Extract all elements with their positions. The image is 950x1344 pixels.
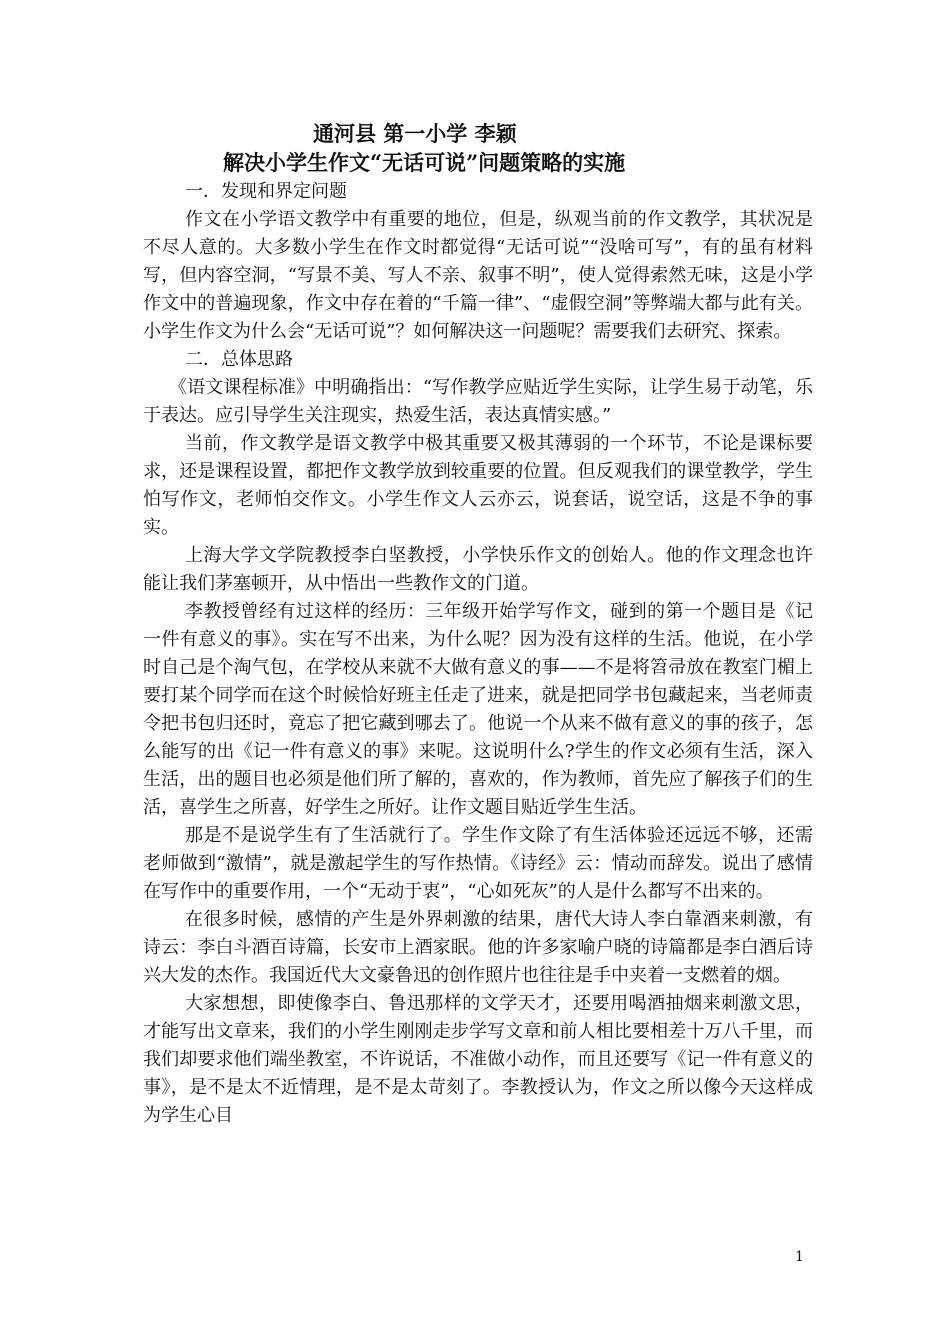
page-number: 1	[795, 1249, 804, 1265]
paragraph: 那是不是说学生有了生活就行了。学生作文除了有生活体验还远远不够，还需老师做到“激情”，就是激起学生的写作热情。《诗经》云：情动而辞发。说出了感情在写作中的重要作用，一个“无动于衷”，“心如死灰”的人是什么都写不出来的。	[143, 825, 813, 902]
paragraph: 当前，作文教学是语文教学中极其重要又极其薄弱的一个环节，不论是课标要求，还是课程设置，都把作文教学放到较重要的位置。但反观我们的课堂教学，学生怕写作文，老师怕交作文。小学生作文人云亦云，说套话，说空话，这是不争的事实。	[143, 433, 813, 538]
document-body	[143, 120, 813, 1130]
quote-paragraph: 《语文课程标准》中明确指出：“写作教学应贴近学生实际，让学生易于动笔，乐于表达。应引导学生关注现实，热爱生活，表达真情实感。”	[143, 377, 813, 426]
section-heading-2: 二．总体思路	[185, 349, 293, 370]
author-line: 通河县 第一小学 李颖	[313, 121, 517, 146]
paragraph: 在很多时候，感情的产生是外界刺激的结果，唐代大诗人李白靠酒来刺激，有诗云：李白斗酒百诗篇，长安市上酒家眠。他的许多家喻户晓的诗篇都是李白酒后诗兴大发的杰作。我国近代大文豪鲁迅的创作照片也往往是手中夹着一支燃着的烟。	[143, 909, 813, 986]
paragraph: 作文在小学语文教学中有重要的地位，但是，纵观当前的作文教学，其状况是不尽人意的。大多数小学生在作文时都觉得“无话可说”“没啥可写”，有的虽有材料写，但内容空洞，“写景不美、写人不亲、叙事不明”，使人觉得索然无味，这是小学作文中的普遍现象，作文中存在着的“千篇一律”、“虚假空洞”等弊端大都与此有关。小学生作文为什么会“无话可说”？如何解决这一问题呢？需要我们去研究、探索。	[143, 209, 813, 342]
paragraph: 上海大学文学院教授李白坚教授，小学快乐作文的创始人。他的作文理念也许能让我们茅塞顿开，从中悟出一些教作文的门道。	[143, 545, 813, 594]
paragraph: 大家想想，即使像李白、鲁迅那样的文学天才，还要用喝酒抽烟来刺激文思，才能写出文章来，我们的小学生刚刚走步学写文章和前人相比要相差十万八千里，而我们却要求他们端坐教室，不许说话，不准做小动作，而且还要写《记一件有意义的事》，是不是太不近情理，是不是太苛刻了。李教授认为，作文之所以像今天这样成为学生心目	[143, 993, 813, 1126]
paragraph: 李教授曾经有过这样的经历：三年级开始学写作文，碰到的第一个题目是《记一件有意义的事》。实在写不出来，为什么呢？因为没有这样的生活。他说，在小学时自己是个淘气包，在学校从来就不大做有意义的事——不是将笤帚放在教室门楣上要打某个同学而在这个时候恰好班主任走了进来，就是把同学书包藏起来，当老师责令把书包归还时，竟忘了把它藏到哪去了。他说一个从来不做有意义的事的孩子，怎么能写的出《记一件有意义的事》来呢。这说明什么?学生的作文必须有生活，深入生活，出的题目也必须是他们所了解的，喜欢的，作为教师，首先应了解孩子们的生活，喜学生之所喜，好学生之所好。让作文题目贴近学生生活。	[143, 601, 813, 818]
section-heading-1: 一．发现和界定问题	[185, 181, 347, 202]
document-title: 解决小学生作文“无话可说”问题策略的实施	[223, 150, 626, 175]
